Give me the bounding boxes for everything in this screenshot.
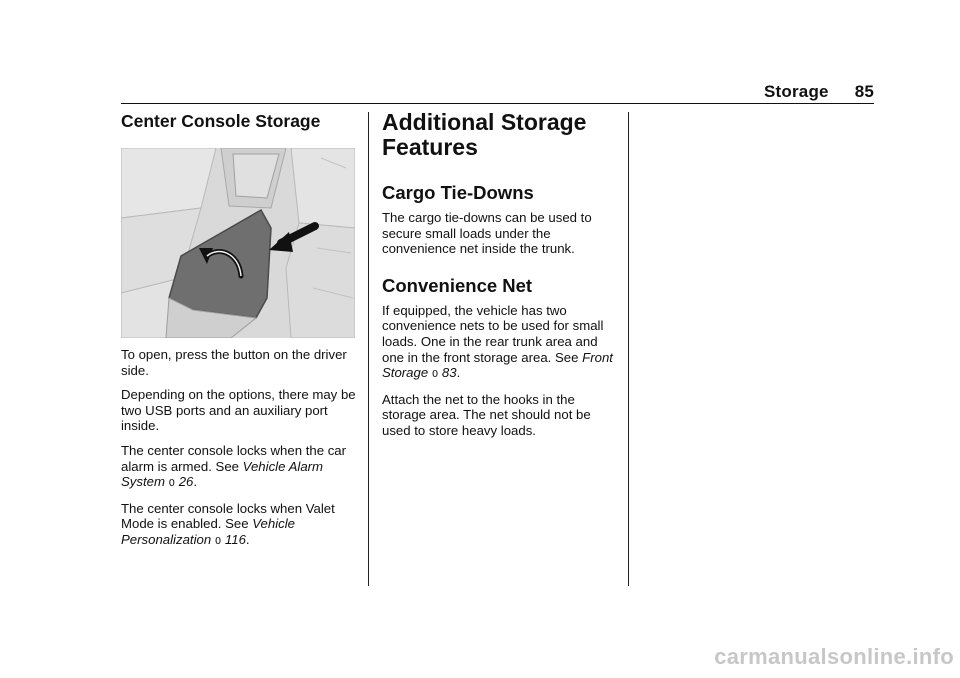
header-page-number: 85 [854,82,874,101]
ref-front-storage[interactable]: Front Storage [382,349,613,381]
section-title-center-console: Center Console Storage [121,111,321,131]
paragraph-cargo-tie-downs: The cargo tie-downs can be used to secure small loads under the convenience net inside the trunk. [382,210,592,257]
paragraph-open-instructions: To open, press the button on the driver side. [121,347,347,378]
subtitle-convenience-net: Convenience Net [382,274,533,296]
paragraph-convenience-net-1: If equipped, the vehicle has two convenience nets to be used for small loads. One in the rear trunk area and one in the front storage area. See Front Storage 0 83. [382,302,613,381]
page-ref-arrow-icon: 0 [431,369,439,381]
page-header [764,82,874,102]
ref-page-116[interactable]: 116 [224,531,246,547]
page-ref-arrow-icon: 0 [168,478,176,490]
ref-page-26[interactable]: 26 [178,474,194,490]
paragraph-usb-ports: Depending on the options, there may be two USB ports and an auxiliary port inside. [121,387,356,434]
column-divider-2 [628,112,629,586]
ref-vehicle-personalization[interactable]: Vehicle Personalization [121,516,295,547]
ref-vehicle-alarm-system[interactable]: Vehicle Alarm System [121,458,324,490]
section-title-additional-storage: Additional Storage Features [382,109,587,160]
page-ref-arrow-icon: 0 [214,535,222,547]
subtitle-cargo-tie-downs: Cargo Tie-Downs [382,182,534,203]
column-2 [382,110,618,448]
console-photo [121,148,355,338]
paragraph-alarm-lock: The center console locks when the car alarm is armed. See Vehicle Alarm System 0 26. [121,442,347,490]
paragraph-convenience-net-2: Attach the net to the hooks in the storage area. The net should not be used to store heavy loads. [382,391,591,438]
column-1 [121,110,359,559]
paragraph-valet-lock: The center console locks when Valet Mode is enabled. See Vehicle Personalization 0 116. [121,500,335,547]
ref-page-83[interactable]: 83 [441,365,457,381]
header-rule [121,103,874,104]
header-section-title: Storage [763,82,829,101]
column-divider-1 [368,112,369,586]
watermark: carmanualsonline.info [714,644,954,669]
